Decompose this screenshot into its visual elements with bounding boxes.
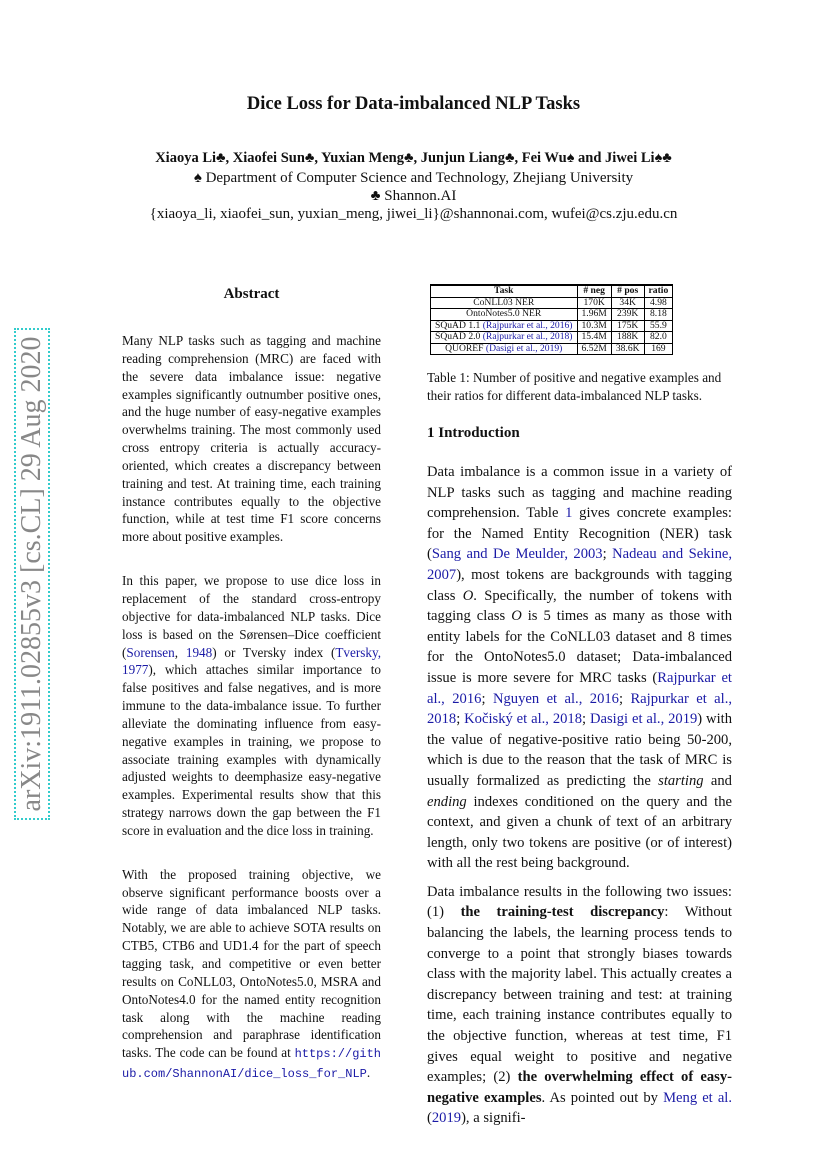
citation-link[interactable]: Rajpurkar et al., 2016 — [427, 669, 732, 707]
citation-link[interactable]: Nguyen et al., 2016 — [492, 690, 619, 707]
cell-ratio: 4.98 — [644, 297, 673, 309]
abstract-paragraph — [122, 572, 381, 840]
table-row — [431, 343, 673, 355]
paragraph-text: Data imbalance is a common issue in a variety of NLP tasks such as tagging and machine reading comprehension. Table — [427, 464, 732, 522]
paragraph-text: ), a signifi- — [461, 1110, 526, 1127]
paragraph-text: ; — [456, 711, 465, 728]
paragraph-text: ), most tokens are backgrounds with tagging class — [427, 566, 732, 604]
citation-link[interactable]: Dasigi et al., 2019 — [589, 711, 698, 728]
author-emails: {xiaoya_li, xiaofei_sun, yuxian_meng, jiwei_li}@shannonai.com, wufei@cs.zju.edu.cn — [149, 206, 678, 222]
author-list: Xiaoya Li♣, Xiaofei Sun♣, Yuxian Meng♣, Junjun Liang♣, Fei Wu♠ and Jiwei Li♠♣ — [155, 150, 672, 166]
citation-link[interactable]: Rajpurkar et al., 2018 — [427, 690, 733, 728]
cell-task — [431, 332, 578, 344]
paragraph-text: . Specifically, the number of tokens with tagging class — [427, 587, 732, 625]
cell-task — [431, 297, 578, 309]
arxiv-stamp[interactable] — [14, 328, 50, 820]
table-caption: Table 1: Number of positive and negative examples and their ratios for different data-imbalanced NLP tasks. — [427, 370, 722, 403]
paragraph-text: . — [366, 1065, 371, 1081]
abstract-paragraph — [122, 332, 381, 546]
cell-task — [431, 309, 578, 321]
cell-pos: 38.6K — [611, 343, 644, 355]
paragraph-text: O — [511, 608, 522, 625]
col-header-neg: # neg — [577, 285, 611, 297]
table-row — [431, 320, 673, 332]
cell-ratio: 55.9 — [644, 320, 673, 332]
cell-neg: 1.96M — [577, 309, 611, 321]
paragraph-text: ), which attaches similar importance to false positives and false negatives, and is more immune to the data-imbalance issue. To further alleviate the dominating influence from easy-negative examples in training, we propose to associate training examples with dynamically adjusted weights to deemphasize easy-negative examples. Experimental results show that this strategy narrows down the gap between the F1 score in evaluation and the dice loss in training. — [122, 662, 381, 838]
citation-link[interactable]: Sorensen — [126, 644, 175, 660]
cell-task — [431, 320, 578, 332]
paragraph-text: , — [174, 644, 186, 660]
cell-pos: 188K — [611, 332, 644, 344]
table-row — [431, 332, 673, 344]
paragraph-text: ( — [427, 1110, 432, 1127]
cell-neg: 6.52M — [577, 343, 611, 355]
citation-link[interactable]: (Rajpurkar et al., 2018) — [482, 331, 573, 342]
paragraph-text: ; — [582, 711, 590, 728]
paragraph-text: Data imbalance results in the following two issues: (1) — [427, 883, 732, 921]
paragraph-text: ; — [602, 546, 613, 563]
cell-ratio: 82.0 — [644, 332, 673, 344]
cell-pos: 175K — [611, 320, 644, 332]
paragraph-text: . As pointed out by — [541, 1089, 664, 1106]
paragraph-text: indexes conditioned on the query and the context, and given a chunk of text of an arbitrary length, only two tokens are positive (or of interest) with all the rest being background. — [427, 793, 732, 872]
cell-ratio: 169 — [644, 343, 673, 355]
paragraph-text: Many NLP tasks such as tagging and machine reading comprehension (MRC) are faced with the severe data imbalance issue: negative examples significantly outnumber positive ones, and the huge number of easy-negative examples overwhelms training. The most commonly used cross entropy criteria is actually accuracy-oriented, which creates a discrepancy between training and test. At training time, each training instance contributes equally to the objective function, while at test time F1 score concerns more about positive examples. — [122, 333, 381, 545]
task-name: OntoNotes5.0 NER — [466, 308, 542, 319]
citation-link[interactable]: Sang and De Meulder, 2003 — [431, 546, 603, 563]
paragraph-text: the training-test discrepancy — [460, 904, 665, 921]
paragraph-text: ending — [427, 793, 467, 810]
task-name: SQuAD 1.1 — [435, 319, 483, 331]
cell-pos: 239K — [611, 309, 644, 321]
cell-neg: 10.3M — [577, 320, 611, 332]
citation-link[interactable]: 1 — [565, 505, 573, 522]
affiliation-zju: ♠ Department of Computer Science and Technology, Zhejiang University — [193, 170, 634, 186]
col-header-task: Task — [431, 285, 578, 297]
arxiv-stamp-text: arXiv:1911.02855v3 [cs.CL] 29 Aug 2020 — [16, 336, 47, 812]
right-column — [427, 284, 732, 1149]
citation-link[interactable]: Nadeau and Sekine, 2007 — [427, 546, 732, 583]
paragraph-text: O — [462, 587, 474, 604]
left-column — [122, 285, 381, 1104]
table-row — [431, 309, 673, 321]
citation-link[interactable]: 1948 — [185, 644, 213, 660]
paper-title: Dice Loss for Data-imbalanced NLP Tasks — [246, 94, 581, 114]
citation-link[interactable]: Tversky, 1977 — [122, 644, 382, 678]
paragraph-text: ) with the value of negative-positive ratio being 50-200, which is due to the reason that the task of MRC is usually formalized as predicting the — [427, 711, 732, 789]
affiliation-shannon: ♣ Shannon.AI — [370, 188, 457, 204]
paragraph-text: ; — [481, 690, 493, 707]
paragraph-text: starting — [658, 772, 704, 789]
task-name: QUOREF — [445, 342, 486, 354]
task-name: SQuAD 2.0 — [435, 331, 483, 342]
citation-link[interactable]: 2019 — [431, 1110, 462, 1127]
cell-ratio: 8.18 — [644, 309, 673, 321]
section-heading-introduction: 1 Introduction — [427, 425, 520, 441]
col-header-ratio: ratio — [644, 285, 673, 297]
data-imbalance-table — [430, 284, 673, 355]
paragraph-text: gives concrete examples: for the Named Entity Recognition (NER) task ( — [427, 505, 732, 563]
paragraph-text: the overwhelming effect of easy-negative examples — [427, 1069, 732, 1106]
paragraph-text: is 5 times as many as those with entity labels for the CoNLL03 dataset and 8 times for the OntoNotes5.0 dataset; Data-imbalanced issue is more severe for MRC tasks ( — [427, 608, 732, 686]
paragraph-text: : Without balancing the labels, the learning process tends to converge to a point that strongly biases towards class with the majority label. This actually creates a discrepancy between training and test: at training time, each training instance contributes equally to the objective function, whereas at test time, F1 gives equal weight to positive and negative examples; (2) — [427, 904, 732, 1086]
paragraph-text: and — [703, 772, 732, 789]
cell-neg: 170K — [577, 297, 611, 309]
abstract-heading: Abstract — [223, 286, 280, 302]
paragraph-text: ) or Tversky index ( — [212, 644, 336, 660]
intro-paragraph — [427, 462, 732, 874]
paragraph-text: In this paper, we propose to use dice loss in replacement of the standard cross-entropy objective for data-imbalanced NLP tasks. Dice loss is based on the Sørensen–Dice coefficient ( — [122, 573, 381, 660]
citation-link[interactable]: Meng et al. — [663, 1089, 732, 1106]
intro-paragraph — [427, 882, 732, 1129]
citation-link[interactable]: (Rajpurkar et al., 2016) — [482, 319, 573, 331]
citation-link[interactable]: Kočiský et al., 2018 — [464, 711, 583, 728]
citation-link[interactable]: (Dasigi et al., 2019) — [485, 342, 563, 354]
table-row — [431, 297, 673, 309]
paragraph-text: With the proposed training objective, we observe significant performance boosts over a wide range of data imbalanced NLP tasks. Notably, we are able to achieve SOTA results on CTB5, CTB6 and UD1.4 for the part of speech tagging task, and competitive or even better results on CoNLL03, OntoNotes5.0, MSRA and OntoNotes4.0 for the named entity recognition task along with the machine reading comprehension and paraphrase identification tasks. The code can be found at — [122, 866, 381, 1061]
col-header-pos: # pos — [611, 285, 644, 297]
cell-neg: 15.4M — [577, 332, 611, 344]
abstract-paragraph — [122, 866, 381, 1084]
paragraph-text: ; — [618, 690, 631, 707]
code-url-link[interactable]: https://github.com/ShannonAI/dice_loss_for_NLP — [122, 1047, 381, 1082]
task-name: CoNLL03 NER — [473, 296, 535, 308]
cell-pos: 34K — [611, 297, 644, 309]
cell-task — [431, 343, 578, 355]
